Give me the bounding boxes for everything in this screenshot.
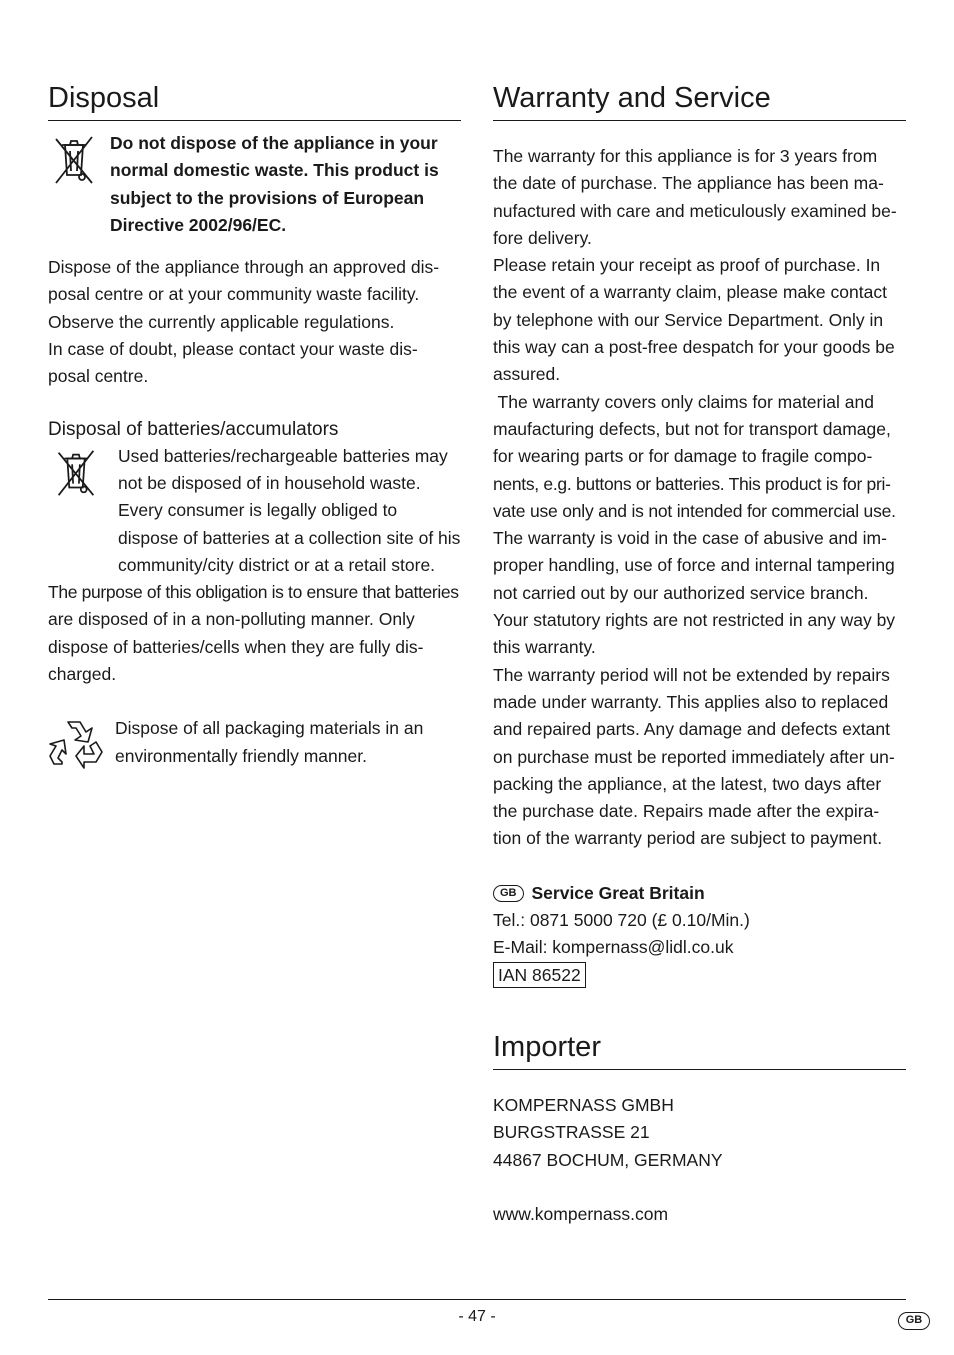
body-line: the event of a warranty claim, please make contact	[493, 282, 887, 303]
battery-line: Used batteries/rechargeable batteries may	[118, 445, 448, 466]
battery-line: community/city district or at a retail store.	[118, 554, 436, 575]
body-line: and repaired parts. Any damage and defects extant	[493, 719, 890, 740]
body-line: are disposed of in a non-polluting manner. Only	[48, 609, 415, 630]
disposal-body	[48, 254, 461, 390]
website-link[interactable]: www.kompernass.com	[493, 1203, 669, 1224]
ian-number: IAN 86522	[493, 962, 586, 988]
body-line: fore delivery.	[493, 227, 592, 248]
disposal-section	[48, 78, 461, 775]
body-line: for wearing parts or for damage to fragile compo-	[493, 446, 873, 467]
body-line: The purpose of this obligation is to ensure that batteries	[48, 582, 459, 603]
body-line: not carried out by our authorized service branch.	[493, 582, 869, 603]
body-line: In case of doubt, please contact your waste dis-	[48, 339, 418, 360]
body-line: The warranty for this appliance is for 3 years from	[493, 146, 878, 166]
warning-line: Do not dispose of the appliance in your	[110, 133, 438, 153]
body-line: on purchase must be reported immediately after un-	[493, 746, 895, 767]
body-line: posal centre or at your community waste facility.	[48, 284, 420, 305]
body-line: The warranty period will not be extended by repairs	[493, 664, 890, 685]
body-line: packing the appliance, at the latest, two days after	[493, 773, 882, 794]
address-line: BURGSTRASSE 21	[493, 1122, 650, 1143]
battery-line: not be disposed of in household waste.	[118, 472, 421, 493]
body-line: posal centre.	[48, 366, 149, 387]
body-line: Your statutory rights are not restricted in any way by	[493, 610, 896, 631]
body-line: dispose of batteries/cells when they are fully dis-	[48, 636, 424, 657]
importer-section	[493, 1027, 906, 1228]
weee-warning	[48, 131, 461, 239]
crossed-bin-icon	[48, 131, 110, 194]
body-line: charged.	[48, 664, 117, 685]
service-email[interactable]: E-Mail: kompernass@lidl.co.uk	[493, 937, 734, 958]
body-line: nents, e.g. buttons or batteries. This product is for pri-	[493, 473, 891, 494]
body-line: tion of the warranty period are subject to payment.	[493, 828, 883, 849]
battery-warning	[48, 443, 461, 579]
footer-divider	[48, 1299, 906, 1300]
body-line: by telephone with our Service Department. Only in	[493, 309, 884, 330]
packaging-note	[48, 715, 461, 775]
packaging-line: environmentally friendly manner.	[115, 745, 367, 766]
packaging-line: Dispose of all packaging materials in an	[115, 718, 424, 739]
service-block	[493, 880, 906, 989]
battery-line: Every consumer is legally obliged to	[118, 500, 398, 521]
body-line: assured.	[493, 364, 561, 385]
disposal-title: Disposal	[48, 78, 461, 121]
page-number: - 47 -	[458, 1308, 496, 1325]
body-line: vate use only and is not intended for commercial use.	[493, 500, 896, 521]
body-line: proper handling, use of force and internal tampering	[493, 555, 895, 576]
body-line: this warranty.	[493, 637, 596, 658]
gb-badge: GB	[493, 885, 524, 902]
warranty-body	[493, 143, 906, 853]
battery-body	[48, 579, 461, 688]
address-line: KOMPERNASS GMBH	[493, 1094, 674, 1115]
body-line: the date of purchase. The appliance has been ma-	[493, 173, 884, 194]
body-line: nufactured with care and meticulously examined be-	[493, 200, 897, 221]
footer-gb-badge: GB	[898, 1312, 930, 1330]
crossed-bin-icon	[48, 443, 118, 506]
batteries-heading: Disposal of batteries/accumulators	[48, 418, 339, 440]
body-line: made under warranty. This applies also to replaced	[493, 691, 889, 712]
body-line: The warranty is void in the case of abusive and im-	[493, 528, 887, 549]
service-title: Service Great Britain	[531, 882, 705, 903]
service-tel[interactable]: Tel.: 0871 5000 720 (£ 0.10/Min.)	[493, 910, 750, 931]
body-line: Dispose of the appliance through an approved dis-	[48, 257, 440, 278]
body-line: maufacturing defects, but not for transport damage,	[493, 418, 891, 439]
recycle-icon	[48, 715, 115, 775]
body-line: Observe the currently applicable regulations.	[48, 311, 395, 332]
service-heading	[493, 880, 906, 907]
importer-title: Importer	[493, 1027, 906, 1070]
warning-line: Directive 2002/96/EC.	[110, 214, 287, 235]
warning-line: subject to the provisions of European	[110, 187, 425, 208]
warning-line: normal domestic waste. This product is	[110, 160, 439, 181]
body-line: the purchase date. Repairs made after the expira-	[493, 801, 880, 822]
battery-line: dispose of batteries at a collection site of his	[118, 527, 461, 548]
body-line: this way can a post-free despatch for your goods be	[493, 337, 895, 358]
body-line: The warranty covers only claims for material and	[493, 391, 874, 412]
warranty-section	[493, 78, 906, 1228]
body-line: Please retain your receipt as proof of purchase. In	[493, 255, 881, 276]
address-line: 44867 BOCHUM, GERMANY	[493, 1149, 723, 1170]
warranty-title: Warranty and Service	[493, 78, 906, 121]
